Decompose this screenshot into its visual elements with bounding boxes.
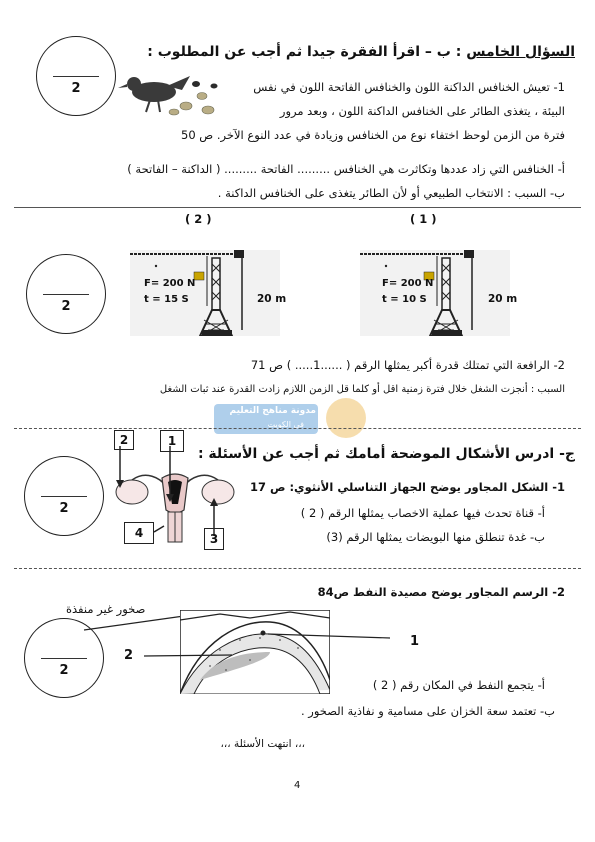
item2-reason: السبب : أنجزت الشغل خلال فترة زمنية اقل أو كلما قل الزمن اللازم زادت القدرة عند ثبات الشغل: [159, 384, 565, 395]
crane-2-figure: [130, 244, 280, 336]
question-5-title: السؤال الخامس: [466, 44, 575, 60]
item1-line1: 1- تعيش الخنافس الداكنة اللون والخنافس الفاتحة اللون في نفس: [253, 80, 565, 94]
label-box-2: 2: [114, 430, 134, 450]
divider: [14, 207, 581, 208]
score-oval-4: [24, 618, 104, 698]
question-5-heading: [147, 44, 575, 60]
label-1-arrow: [268, 630, 398, 640]
questions-end: ،،، انتهت الأسئلة ،،،: [220, 738, 305, 750]
item1-line3: فترة من الزمن لوحظ اختفاء نوع من الخنافس وزيادة في عدد النوع الآخر. ص 50: [181, 128, 565, 142]
label-1: 1: [410, 634, 420, 649]
crane-1-drawing: [360, 244, 510, 336]
oil-item2: 2- الرسم المجاور يوضح مصيدة النفط ص84: [317, 585, 565, 599]
crane-2-time: t = 15 S: [144, 294, 189, 305]
divider: [14, 428, 581, 429]
label-box-3: 3: [204, 528, 224, 550]
crane-2-height: 20 m: [257, 293, 287, 305]
crane-2-force: F= 200 N: [144, 278, 196, 289]
question-c-answer-b: ب- غدة تنطلق منها البويضات يمثلها الرقم (3): [326, 530, 545, 544]
crane-1-figure: [360, 244, 510, 336]
watermark-line2: في الكويت: [267, 420, 304, 429]
item2-question: 2- الرافعة التي تمتلك قدرة أكبر يمثلها الرقم ( ......1..... ) ص 71: [250, 358, 565, 372]
score-line: [41, 658, 87, 659]
question-c-heading: ج- ادرس الأشكال الموضحة أمامك ثم أجب عن الأسئلة :: [197, 446, 575, 462]
label-2: 2: [124, 648, 134, 663]
score-oval-2: [26, 254, 106, 334]
crane-1-force: F= 200 N: [382, 278, 434, 289]
score-value: 2: [71, 81, 81, 96]
label-2-arrow: [142, 652, 234, 660]
rock-label: صخور غير منفذة: [66, 602, 146, 616]
crane-2-drawing: [130, 244, 280, 336]
bird-beetles-illustration: [112, 70, 220, 118]
crane-1-label: ( 1 ): [410, 212, 437, 226]
crane-1-time: t = 10 S: [382, 294, 427, 305]
watermark-logo: [326, 398, 366, 438]
question-c-answer-a: أ- قناة تحدث فيها عملية الاخصاب يمثلها الرقم ( 2 ): [300, 506, 545, 520]
crane-1-height: 20 m: [488, 293, 518, 305]
item1-answer-b: ب- السبب : الانتخاب الطبيعي أو لأن الطائر يتغذى على الخنافس الداكنة .: [217, 186, 565, 200]
score-value: 2: [59, 663, 69, 678]
crane-2-label: ( 2 ): [185, 212, 212, 226]
score-value: 2: [59, 501, 69, 516]
oil-answer-b: ب- تعتمد سعة الخزان على مسامية و نفاذية الصخور .: [300, 704, 555, 718]
score-oval-3: [24, 456, 104, 536]
watermark-line1: مدونة مناهج التعليم: [229, 406, 316, 416]
label-box-4: 4: [124, 522, 154, 544]
item1-answer-a: أ- الخنافس التي زاد عددها وتكاثرت هي الخنافس ......... الفاتحة ......... ( الداكنة – الفاتحة ): [127, 162, 565, 176]
divider: [14, 568, 581, 569]
question-c-item1: 1- الشكل المجاور يوضح الجهاز التناسلي الأنثوي: ص 17: [249, 480, 565, 494]
score-line: [43, 294, 89, 295]
oil-answer-a: أ- يتجمع النفط في المكان رقم ( 2 ): [372, 678, 545, 692]
score-value: 2: [61, 299, 71, 314]
score-oval-1: [36, 36, 116, 116]
score-line: [53, 76, 99, 77]
item1-line2: البيئة ، يتغذى الطائر على الخنافس الداكنة اللون ، وبعد مرور: [279, 104, 565, 118]
part-b-label: : ب – اقرأ الفقرة جيدا ثم أجب عن المطلوب :: [147, 44, 462, 60]
score-line: [41, 496, 87, 497]
label-box-1: 1: [160, 430, 184, 452]
page-number: 4: [294, 780, 301, 791]
